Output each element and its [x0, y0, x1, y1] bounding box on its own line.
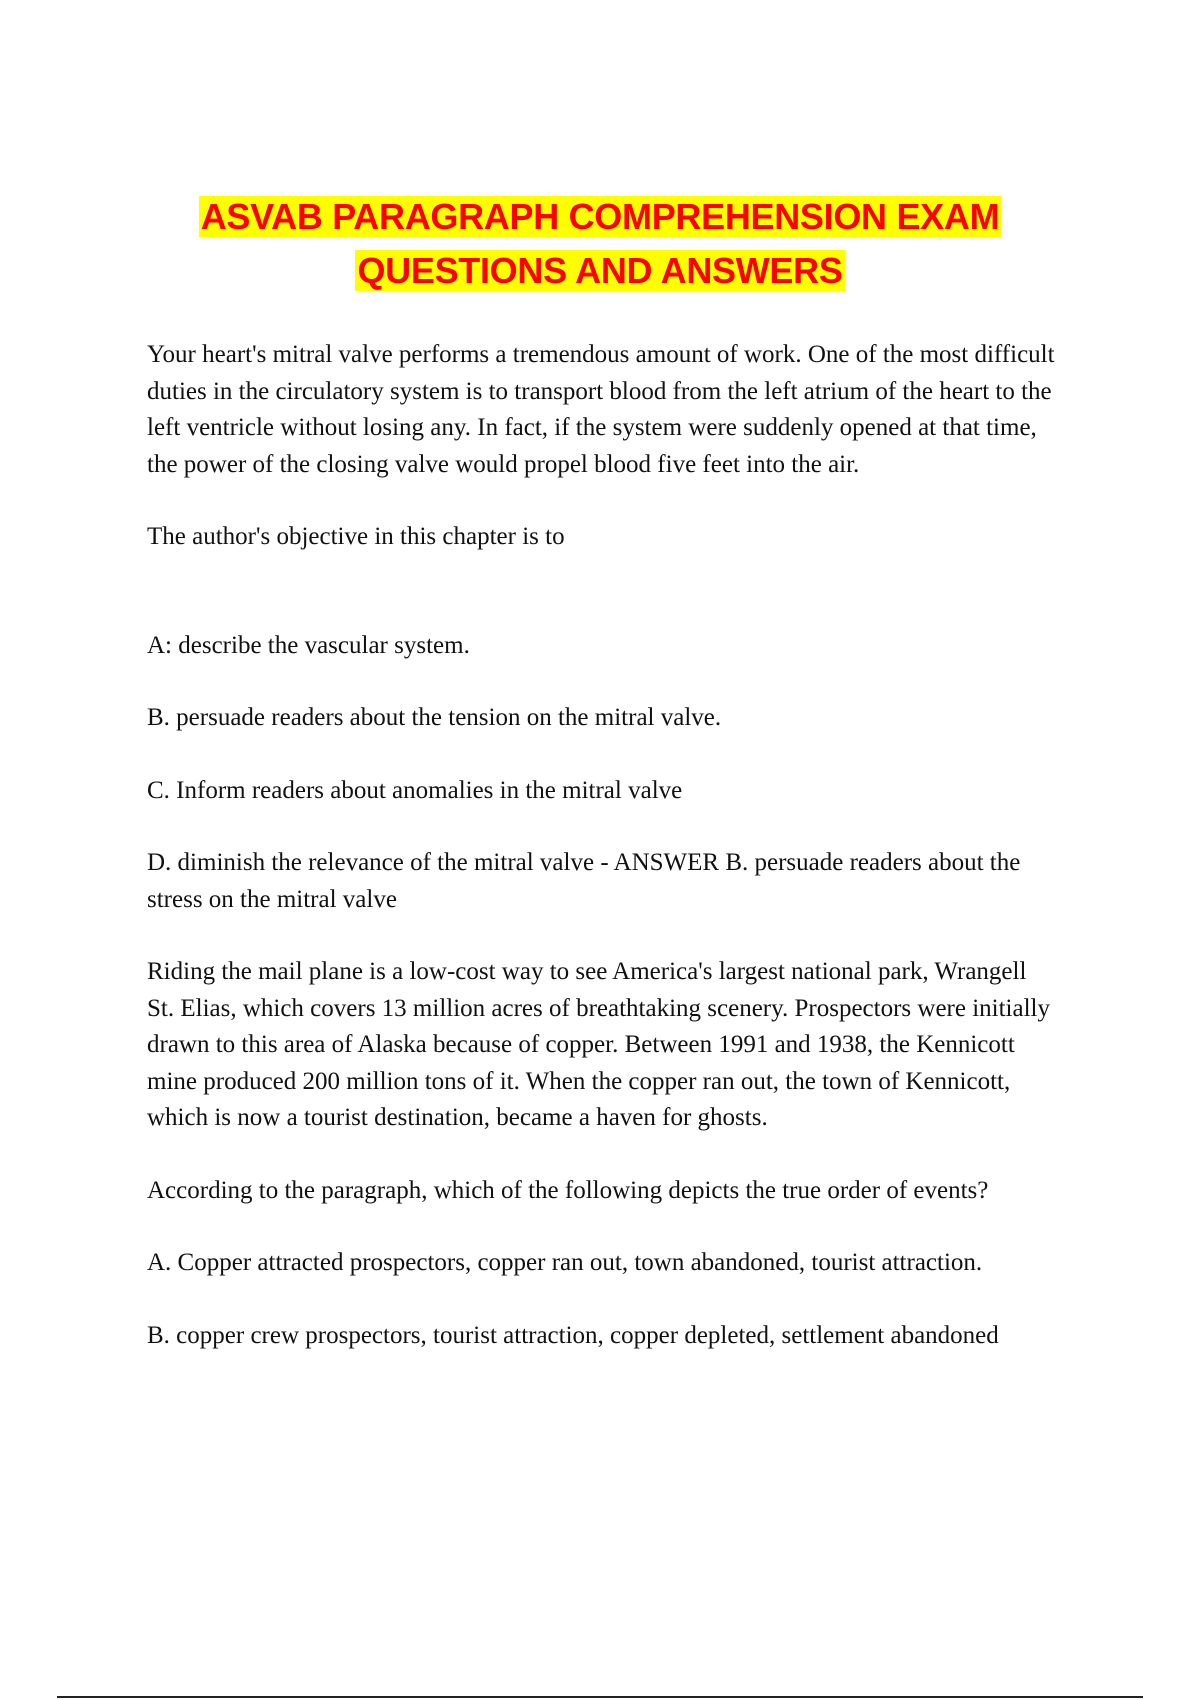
q1-option-b: B. persuade readers about the tension on the mitral valve. — [147, 704, 722, 731]
q1-question: The author's objective in this chapter is to — [147, 523, 565, 550]
q2-option-a: A. Copper attracted prospectors, copper ran out, town abandoned, tourist attraction. — [147, 1249, 983, 1276]
q2-passage: Riding the mail plane is a low-cost way to see America's largest national park, Wrangell St. Elias, which covers 13 million acres of breathtaking scenery. Prospectors were initially drawn to this area of Alaska because of copper. Between 1991 and 1938, the Kennicott mine produced 200 million tons of it. When the copper ran out, the town of Kennicott, which is now a tourist destination, became a haven for ghosts. — [147, 958, 1050, 1131]
document-title — [0, 190, 1200, 298]
title-line-1: ASVAB PARAGRAPH COMPREHENSION EXAM — [200, 196, 1000, 237]
q1-option-d-answer: D. diminish the relevance of the mitral valve - ANSWER B. persuade readers about the stress on the mitral valve — [147, 849, 1021, 913]
title-line-2: QUESTIONS AND ANSWERS — [357, 250, 843, 291]
document-body — [147, 337, 1057, 1354]
q1-option-c: C. Inform readers about anomalies in the mitral valve — [147, 776, 683, 804]
q1-option-a: A: describe the vascular system. — [147, 631, 470, 659]
footer-divider — [57, 1696, 1143, 1698]
q1-passage: Your heart's mitral valve performs a tremendous amount of work. One of the most difficult duties in the circulatory system is to transport blood from the left atrium of the heart to the left ventricle without losing any. In fact, if the system were suddenly opened at that time, the power of the closing valve would propel blood five feet into the air. — [147, 341, 1055, 478]
q2-question: According to the paragraph, which of the following depicts the true order of events? — [147, 1176, 989, 1204]
q2-option-b: B. copper crew prospectors, tourist attraction, copper depleted, settlement abandoned — [147, 1321, 999, 1349]
